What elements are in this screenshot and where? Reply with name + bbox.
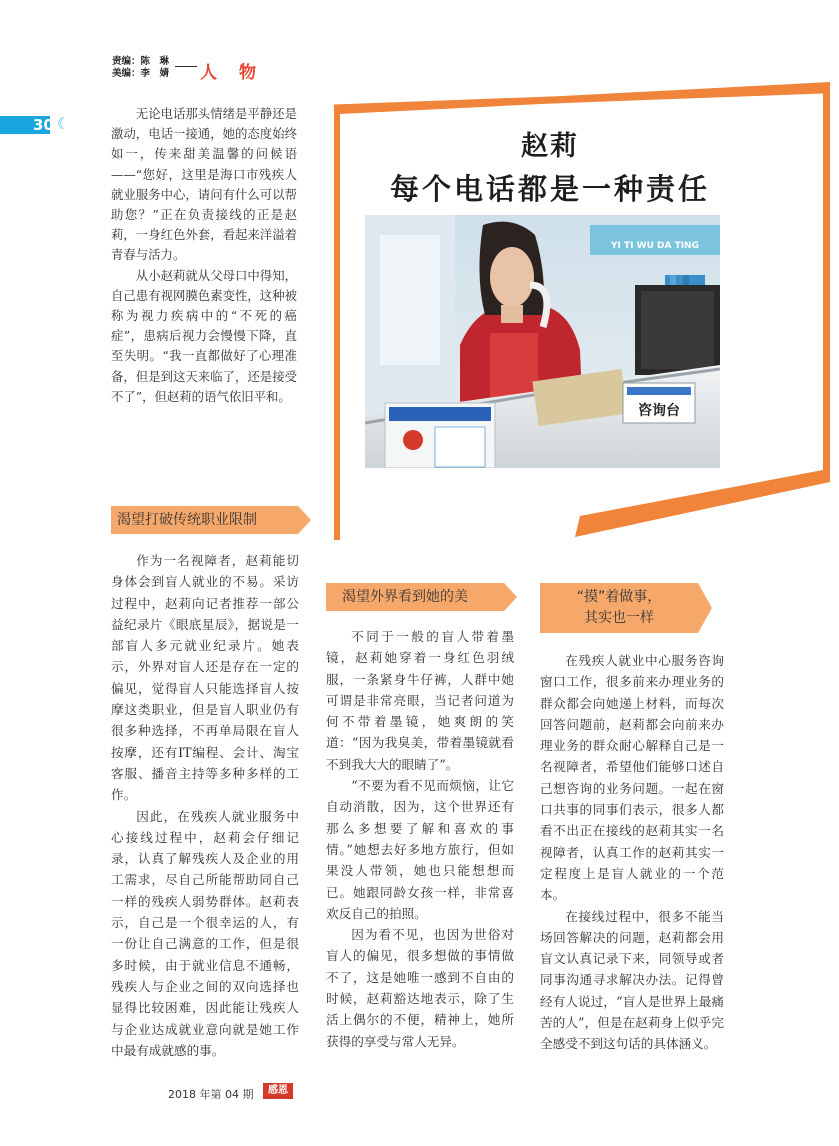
- magazine-logo: 感恩: [263, 1083, 293, 1099]
- intro-paragraph: 从小赵莉就从父母口中得知，自己患有视网膜色素变性，这种被称为视力疾病中的“不死的癌症”，患病后视力会慢慢下降，直至失明。“我一直都做好了心理准备，但是到这天来临了，还是接受不了”，但赵莉的语气依旧平和。: [111, 267, 297, 404]
- body-paragraph: 因此，在残疾人就业服务中心接线过程中，赵莉会仔细记录，认真了解残疾人及企业的用工需求，尽自己所能帮助同自己一样的残疾人弱势群体。赵莉表示，自己是一个很幸运的人，有一份让自己满意的工作，但是很多时候，由于就业信息不通畅，残疾人与企业之间的双向选择也显得比较困难，因此能让残疾人与企业达成就业意向就是她工作中最有成就感的事。: [111, 808, 299, 1058]
- section-heading-2: 渴望外界看到她的美: [326, 583, 504, 611]
- body-paragraph: 在接线过程中，很多不能当场回答解决的问题，赵莉都会用盲文认真记录下来，同领导或者同事沟通寻求解决办法。记得曾经有人说过，“盲人是世界上最痛苦的人”，但是在赵莉身上似乎完全感受不到这句话的具体涵义。: [540, 908, 724, 1052]
- page-number: 30: [33, 116, 54, 134]
- heading-arrow: [504, 583, 517, 611]
- body-paragraph: 因为看不见，也因为世俗对盲人的偏见，很多想做的事情做不了，这是她唯一感到不自由的时候，赵莉豁达地表示，除了生活上偶尔的不便，精神上，她所获得的享受与常人无异。: [326, 927, 514, 1049]
- editor-line: 责编：陈 琳: [112, 56, 170, 67]
- body-paragraph: 不同于一般的盲人带着墨镜，赵莉她穿着一身红色羽绒服，一条紧身牛仔裤，人群中她可谓是非常亮眼，当记者问道为何不带着墨镜，她爽朗的笑道：“因为我臭美，带着墨镜就看不到我大大的眼睛了”。: [326, 629, 514, 772]
- heading-line: 其实也一样: [584, 610, 654, 626]
- body-paragraph: 作为一名视障者，赵莉能切身体会到盲人就业的不易。采访过程中，赵莉向记者推荐一部公益纪录片《眼底星辰》，据说是一部盲人多元就业纪录片。她表示，外界对盲人还是存在一定的偏见，觉得盲人只能选择盲人按摩这类职业，但是盲人职业仍有很多种选择，不再单局限在盲人按摩，还有IT编程、会计、淘宝客服、播音主持等多种多样的工作。: [111, 553, 299, 803]
- section-heading-3: [540, 583, 698, 633]
- desk-sign-text: 咨询台: [638, 403, 680, 419]
- section-heading-1: 渴望打破传统职业限制: [111, 506, 298, 534]
- title-name: 赵莉: [521, 131, 579, 162]
- section-body-1: [111, 550, 299, 1061]
- photo: [365, 215, 720, 468]
- body-paragraph: “不要为看不见而烦恼，让它自动消散，因为，这个世界还有那么多想要了解和喜欢的事情。”她想去好多地方旅行，但如果没人带领，她也只能想想而已。她跟同龄女孩一样，非常喜欢反自己的拍照。: [326, 778, 514, 921]
- section-body-3: [540, 650, 724, 1055]
- section-body-2: [326, 626, 514, 1052]
- headline: 每个电话都是一种责任: [389, 172, 710, 206]
- section-title: 人物: [200, 63, 278, 83]
- body-paragraph: 在残疾人就业中心服务咨询窗口工作，很多前来办理业务的群众都会向她递上材料，而每次回答问题前，赵莉都会向前来办理业务的群众耐心解释自己是一名视障者，希望他们能够口述自己想咨询的业务问题。一起在窗口共事的同事们表示，很多人都看不出正在接线的赵莉其实一名视障者，认真工作的赵莉其实一定程度上是盲人就业的一个范本。: [540, 653, 724, 903]
- intro-column: [111, 104, 297, 407]
- heading-line: “摸”着做事，: [576, 589, 662, 605]
- art-editor-line: 美编：李 婧: [112, 68, 170, 79]
- intro-paragraph: 无论电话那头情绪是平静还是激动，电话一接通，她的态度始终如一，传来甜美温馨的问候语——“您好，这里是海口市残疾人就业服务中心，请问有什么可以帮助您？”正在负责接线的正是赵莉，一身红色外套，看起来洋溢着青春与活力。: [111, 106, 297, 263]
- page-arrow: 《: [51, 117, 65, 132]
- heading-arrow: [698, 583, 712, 633]
- issue-label: 2018 年第 04 期: [168, 1088, 254, 1101]
- heading-arrow: [298, 506, 311, 534]
- wall-sign-text: YI TI WU DA TING: [611, 241, 699, 251]
- face: [490, 247, 534, 307]
